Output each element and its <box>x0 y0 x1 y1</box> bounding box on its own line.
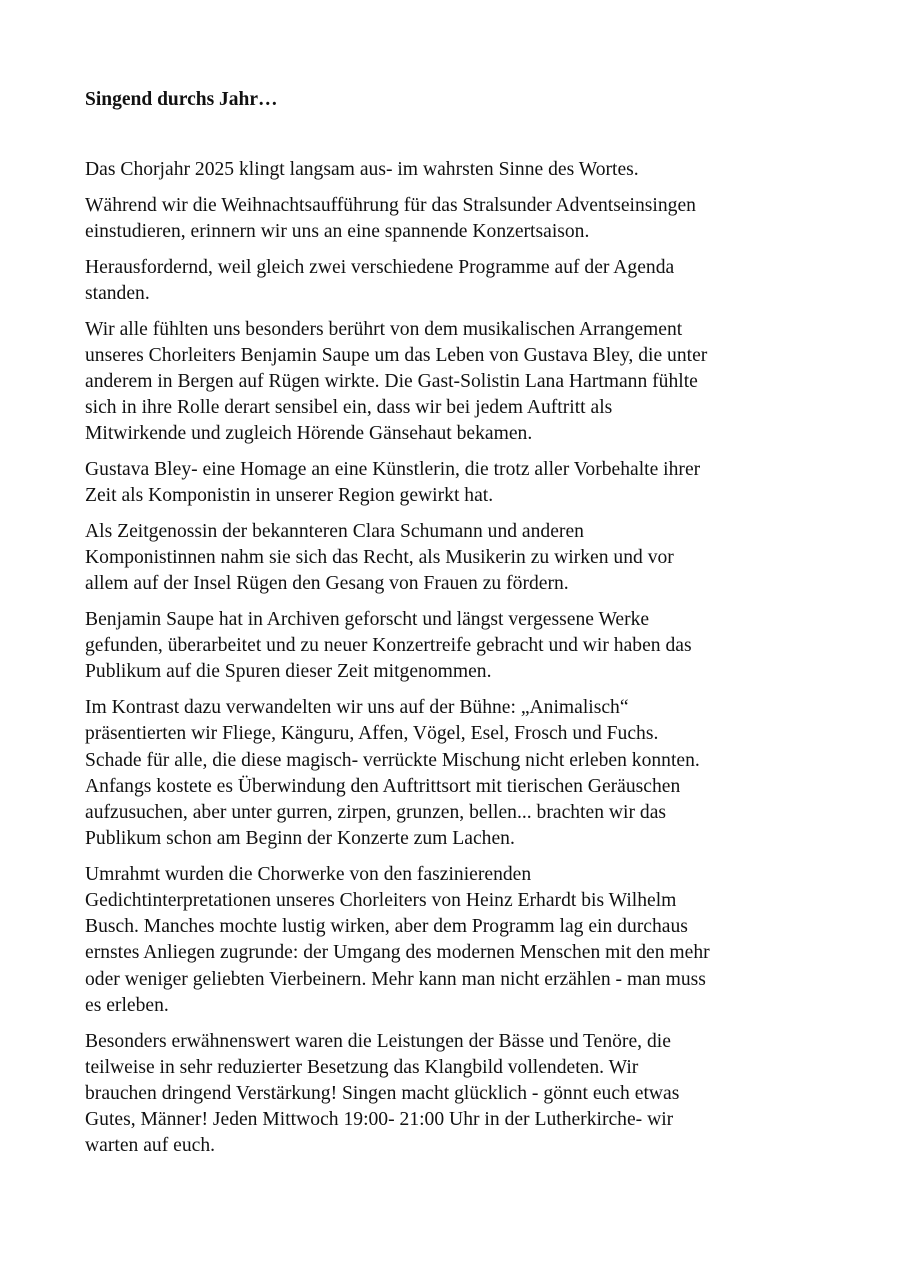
paragraph-10: Besonders erwähnenswert waren die Leistungen der Bässe und Tenöre, die teilweise in sehr reduzierter Besetzung das Klangbild vollendeten. Wir brauchen dringend Verstärkung! Singen macht glücklich - gönnt euch etwas Gutes, Männer! Jeden Mittwoch 19:00- 21:00 Uhr in der Lutherkirche- wir warten auf euch. <box>85 1030 680 1157</box>
document-page <box>85 86 825 1169</box>
paragraph-1: Das Chorjahr 2025 klingt langsam aus- im wahrsten Sinne des Wortes. <box>85 159 639 180</box>
paragraph-6: Als Zeitgenossin der bekannteren Clara Schumann und anderen Komponistinnen nahm sie sich das Recht, als Musikerin zu wirken und vor allem auf der Insel Rügen den Gesang von Frauen zu fördern. <box>85 520 674 595</box>
paragraph-9: Umrahmt wurden die Chorwerke von den faszinierenden Gedichtinterpretationen unseres Chorleiters von Heinz Erhardt bis Wilhelm Busch. Manches mochte lustig wirken, aber dem Programm lag ein durchaus ernstes Anliegen zugrunde: der Umgang des modernen Menschen mit den mehr oder weniger geliebten Vierbeinern. Mehr kann man nicht erzählen - man muss es erleben. <box>85 863 710 1016</box>
paragraph-2: Während wir die Weihnachtsaufführung für das Stralsunder Adventseinsingen einstudieren, erinnern wir uns an eine spannende Konzertsaison. <box>85 194 696 242</box>
paragraph-7: Benjamin Saupe hat in Archiven geforscht und längst vergessene Werke gefunden, überarbeitet und zu neuer Konzertreife gebracht und wir haben das Publikum auf die Spuren dieser Zeit mitgenommen. <box>85 609 692 683</box>
paragraph-8: Im Kontrast dazu verwandelten wir uns auf der Bühne: „Animalisch“ präsentierten wir Fliege, Känguru, Affen, Vögel, Esel, Frosch und Fuchs. Schade für alle, die diese magisch- verrückte Mischung nicht erleben konnten. Anfangs kostete es Überwindung den Auftrittsort mit tierischen Geräuschen aufzusuchen, aber unter gurren, zirpen, grunzen, bellen... brachten wir das Publikum schon am Beginn der Konzerte zum Lachen. <box>85 697 700 850</box>
paragraph-4: Wir alle fühlten uns besonders berührt von dem musikalischen Arrangement unseres Chorleiters Benjamin Saupe um das Leben von Gustava Bley, die unter anderem in Bergen auf Rügen wirkte. Die Gast-Solistin Lana Hartmann fühlte sich in ihre Rolle derart sensibel ein, dass wir bei jedem Auftritt als Mitwirkende und zugleich Hörende Gänsehaut bekamen. <box>85 318 708 445</box>
document-title: Singend durchs Jahr… <box>85 89 278 110</box>
paragraph-5: Gustava Bley- eine Homage an eine Künstlerin, die trotz aller Vorbehalte ihrer Zeit als Komponistin in unserer Region gewirkt hat. <box>85 459 701 507</box>
paragraph-3: Herausfordernd, weil gleich zwei verschiedene Programme auf der Agenda standen. <box>85 256 675 304</box>
